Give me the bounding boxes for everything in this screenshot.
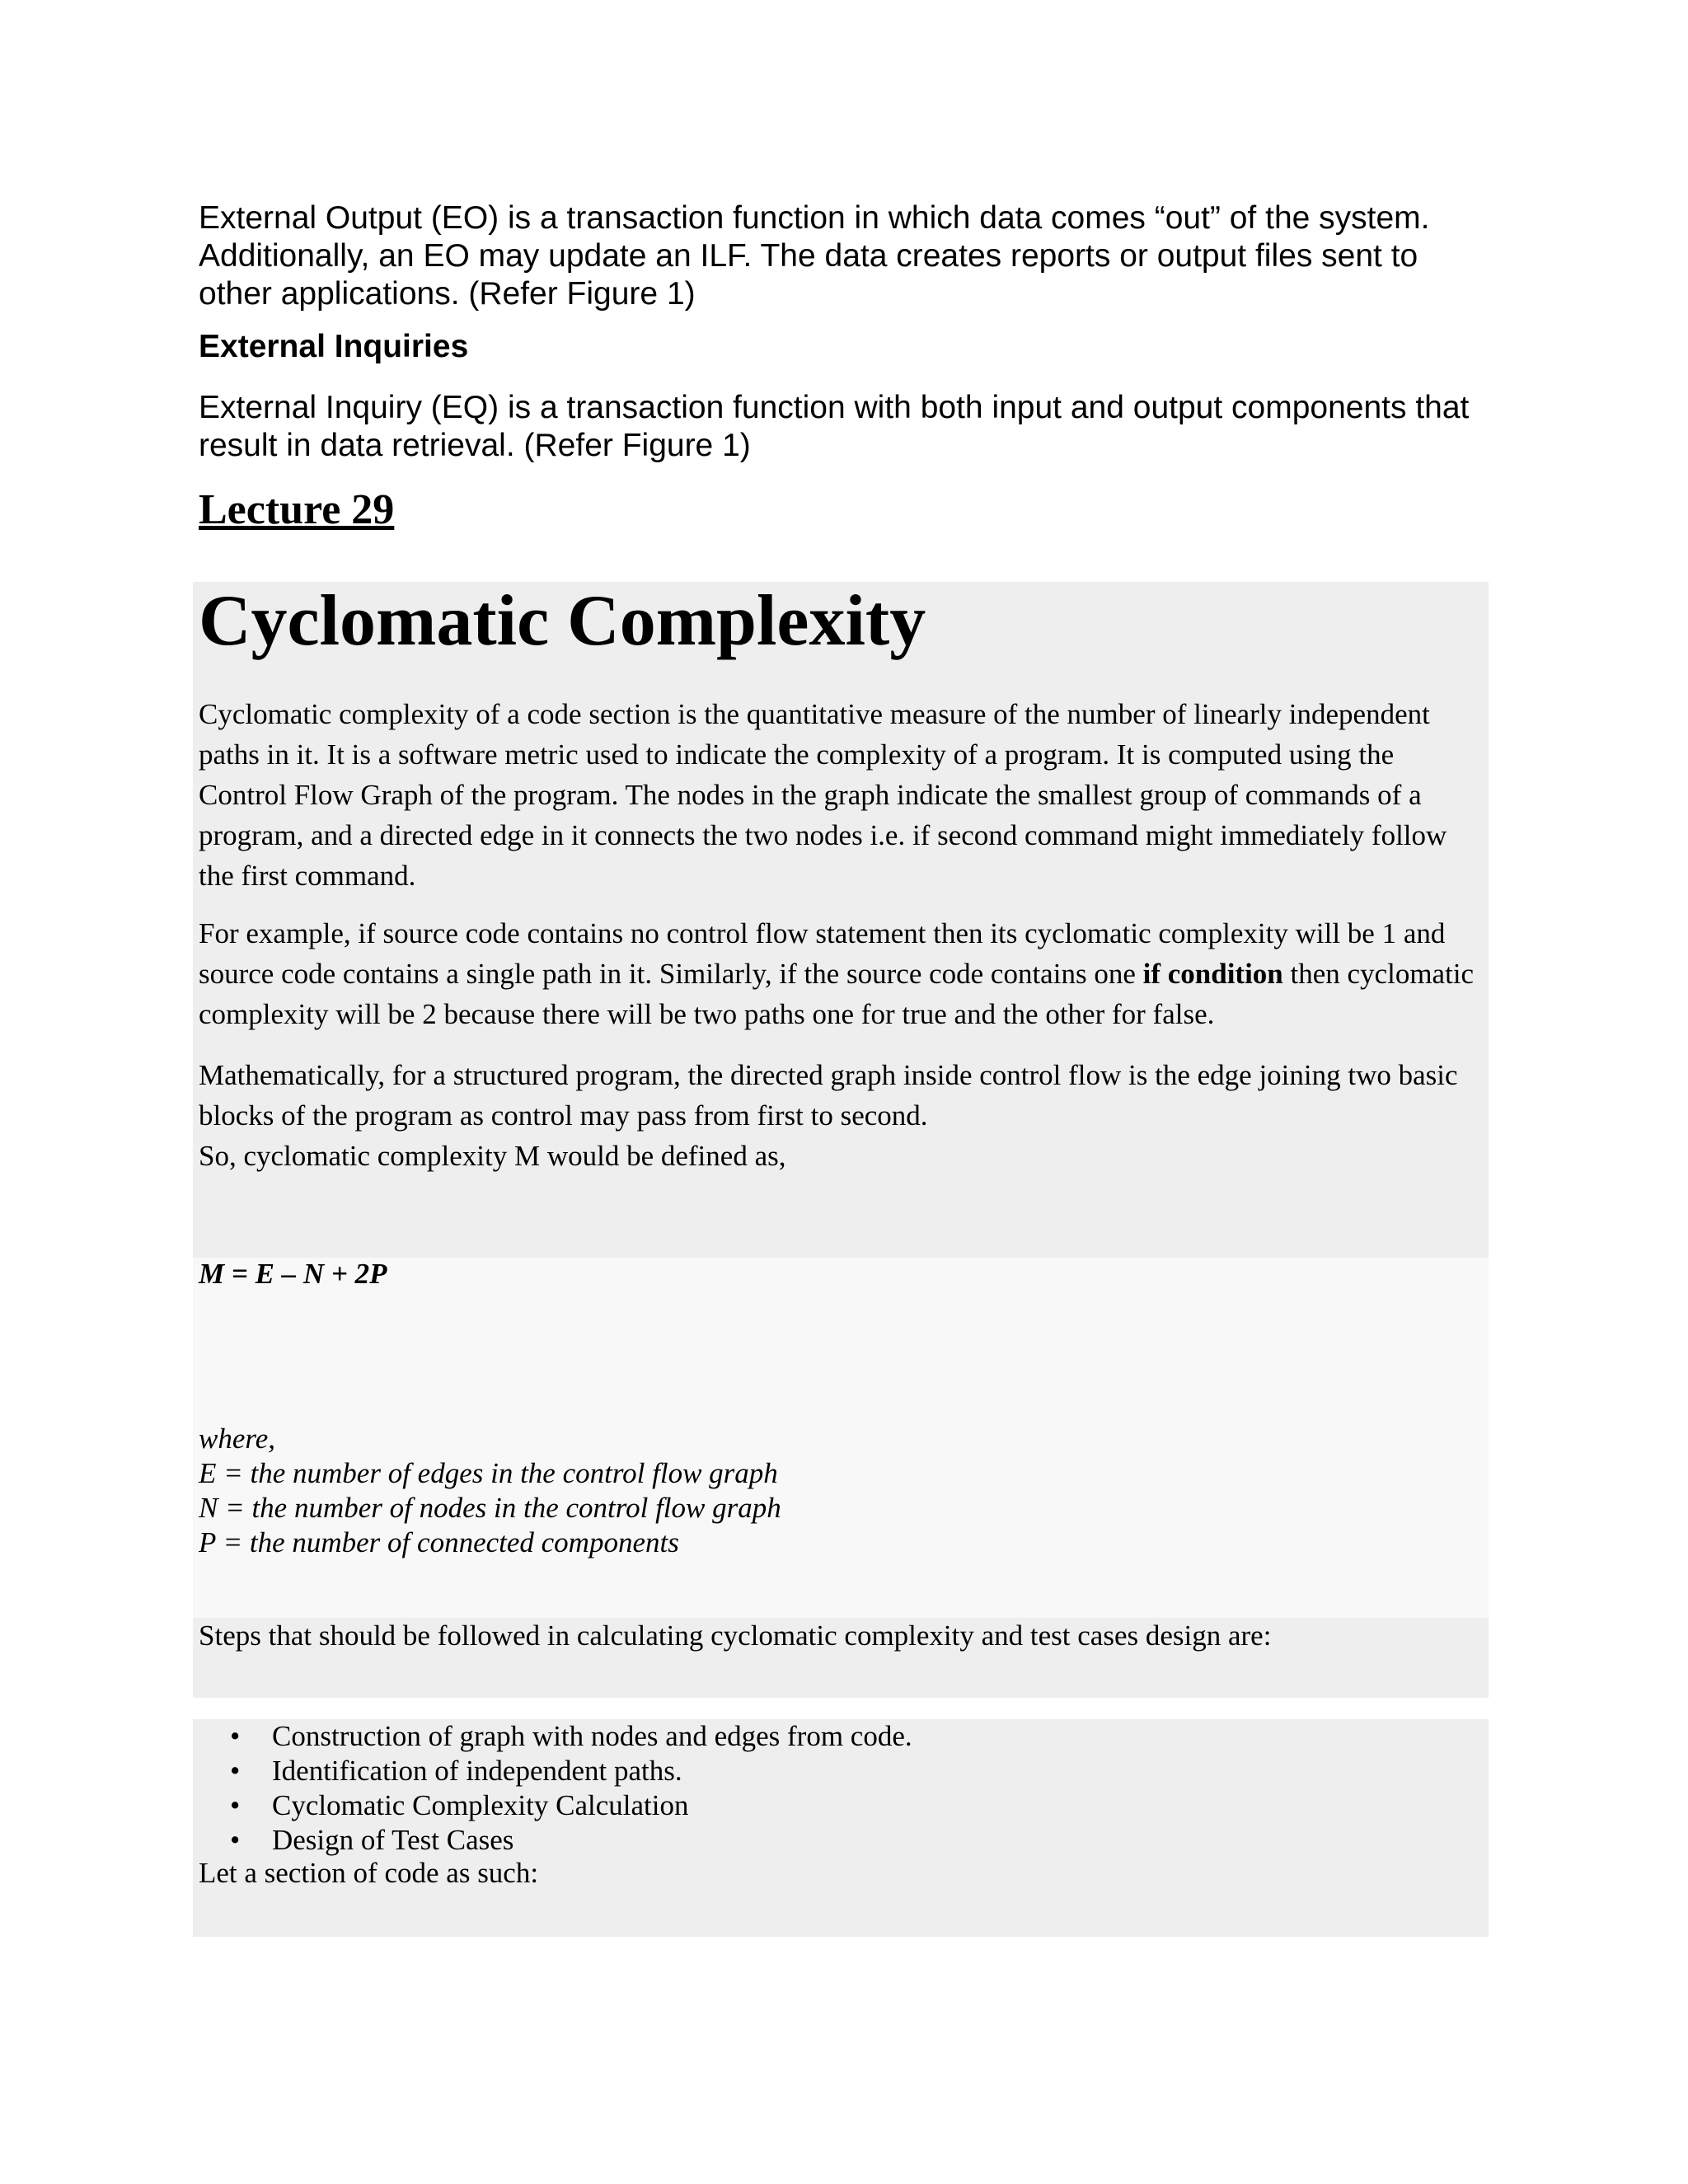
step-text: Identification of independent paths.	[272, 1755, 682, 1787]
bullet-icon: •	[230, 1789, 241, 1821]
where-definitions	[199, 1422, 1484, 1560]
bullet-icon: •	[230, 1755, 241, 1787]
code-intro: Let a section of code as such:	[199, 1857, 539, 1889]
where-def-nodes: N = the number of nodes in the control flow graph	[199, 1492, 781, 1524]
section-title: Cyclomatic Complexity	[199, 581, 926, 661]
step-text: Design of Test Cases	[272, 1824, 514, 1856]
where-def-components: P = the number of connected components	[199, 1526, 679, 1558]
formula: M = E – N + 2P	[199, 1258, 387, 1290]
where-label: where,	[199, 1422, 275, 1455]
intro-paragraph: Cyclomatic complexity of a code section is the quantitative measure of the number of linearly independent paths in it. It is a software metric used to indicate the complexity of a program. It is computed using the Control Flow Graph of the program. The nodes in the graph indicate the smallest group of commands of a program, and a directed edge in it connects the two nodes i.e. if second command might immediately follow the first command.	[199, 698, 1447, 892]
list-item	[199, 1823, 1484, 1858]
bullet-icon: •	[230, 1824, 241, 1856]
bullet-icon: •	[230, 1720, 241, 1752]
step-text: Cyclomatic Complexity Calculation	[272, 1789, 689, 1821]
list-item	[199, 1719, 1484, 1754]
where-def-edges: E = the number of edges in the control flow graph	[199, 1457, 778, 1489]
math-paragraph	[199, 1055, 1484, 1176]
external-inquiries-heading: External Inquiries	[199, 329, 469, 364]
if-condition-term: if condition	[1142, 958, 1283, 990]
math-paragraph-line1: Mathematically, for a structured program, the directed graph inside control flow is the edge joining two basic blocks of the program as control may pass from first to second.	[199, 1059, 1458, 1132]
example-text-after: then cyclomatic complexity will be 2 because there will be two paths one for true and the other for false.	[199, 958, 1475, 1030]
list-item	[199, 1754, 1484, 1788]
eq-paragraph: External Inquiry (EQ) is a transaction function with both input and output components that result in data retrieval. (Refer Figure 1)	[199, 390, 1470, 463]
example-text-before: For example, if source code contains no control flow statement then its cyclomatic complexity will be 1 and source code contains a single path in it. Similarly, if the source code contains one	[199, 917, 1446, 990]
list-item	[199, 1788, 1484, 1823]
steps-intro: Steps that should be followed in calculating cyclomatic complexity and test cases design are:	[199, 1619, 1272, 1652]
math-paragraph-line2: So, cyclomatic complexity M would be defined as,	[199, 1140, 786, 1172]
steps-list	[199, 1719, 1484, 1858]
lecture-heading: Lecture 29	[199, 486, 395, 533]
example-paragraph	[199, 913, 1484, 1034]
eo-paragraph: External Output (EO) is a transaction function in which data comes “out” of the system. Additionally, an EO may update an ILF. The data creates reports or output files sent to other applications. (Refer Figure 1)	[199, 200, 1430, 312]
step-text: Construction of graph with nodes and edges from code.	[272, 1720, 912, 1752]
